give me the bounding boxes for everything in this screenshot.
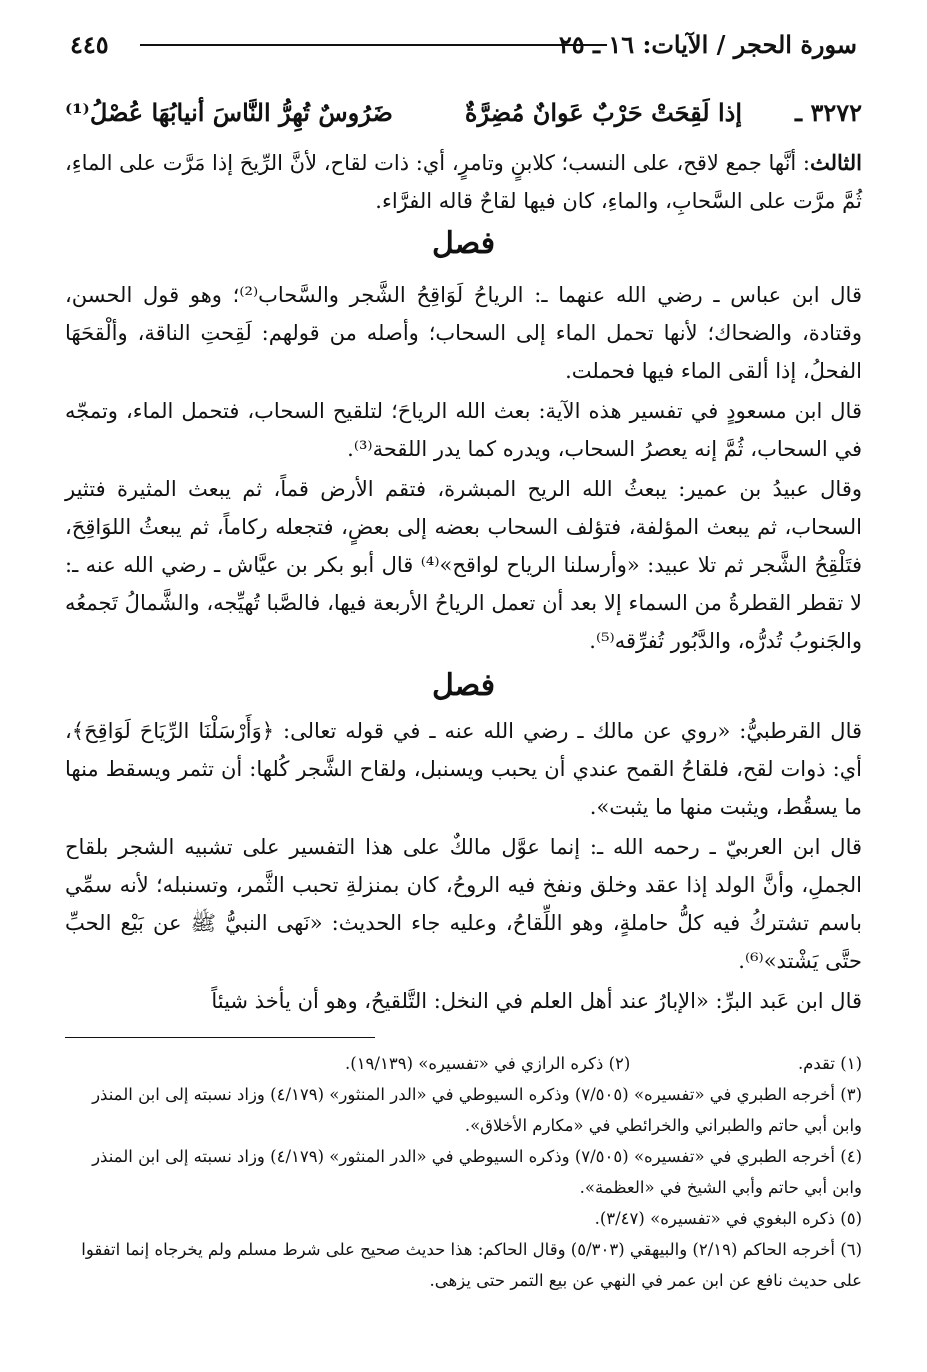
paragraph-text: : أنَّها جمع لاقح، على النسب؛ كلابنٍ وتامرٍ، أي: ذات لقاح، لأنَّ الرِّيحَ إذا مَرَّت على الماءِ، ثُمَّ مرَّت على السَّحابِ، والماءِ، كان فيها لقاحٌ قاله الفرَّاء. bbox=[65, 151, 862, 213]
footnote-row bbox=[65, 1048, 862, 1079]
footnote-2: (٢) ذكره الرازي في «تفسيره» (١٩/١٣٩). bbox=[345, 1054, 631, 1073]
paragraph-ibn-al-arabi: قال ابن العربيّ ـ رحمه الله ـ: إنما عوَّل مالكٌ على هذا التفسير على تشبيه الشجر بلقاح الجملِ، وأنَّ الولد إذا عقد وخلق ونفخ فيه الروحُ، كان بمنزلةِ تحبب الثَّمر، وتسنبله؛ لأنه سمِّي باسم تشتركُ فيه كلُّ حاملةٍ، وهو اللِّقاحُ، وعليه جاء الحديث: «نَهى النبيُّ ﷺ عن بَيْع الحبِّ حتَّى يَشْتد»⁽⁶⁾. bbox=[65, 835, 862, 973]
header-rule bbox=[140, 44, 607, 46]
paragraph-third-opinion bbox=[65, 144, 862, 220]
footnote-separator bbox=[65, 1037, 375, 1038]
poetry-verse bbox=[65, 96, 862, 136]
paragraph-ibn-abd-al-barr: قال ابن عَبد البرِّ: «الإبارُ عند أهل العلم في النخل: التَّلقيحُ، وهو أن يأخذ شيئاً bbox=[211, 989, 862, 1013]
section-heading: فصل bbox=[431, 668, 496, 703]
verse-hemistich-second: ضَرُوسٌ تُهِرُّ النَّاسَ أنيابُهَا عُصْلُ⁽¹⁾ bbox=[65, 98, 393, 127]
running-header bbox=[70, 30, 857, 62]
footnote-1: (١) تقدم. bbox=[797, 1054, 862, 1073]
footnote-3: (٣) أخرجه الطبري في «تفسيره» (٧/٥٠٥) وذكره السيوطي في «الدر المنثور» (٤/١٧٩) وزاد نسبته إلى ابن المنذر وابن أبي حاتم والطبراني والخرائطي في «مكارم الأخلاق». bbox=[92, 1085, 862, 1135]
paragraph-qurtubi: قال القرطبيُّ: «روي عن مالك ـ رضي الله عنه ـ في قوله تعالى: ﴿وَأَرْسَلْنَا الرِّيَاحَ لَوَاقِحَ﴾، أي: ذوات لقح، فلقاحُ القمح عندي أن يحبب ويسنبل، ولقاح الشَّجر كُلها: أن تثمر ويسقط منها ما يسقُط، ويثبت منها ما يثبت». bbox=[65, 719, 862, 819]
verse-number: ٣٢٧٢ ـ bbox=[795, 98, 862, 127]
header-title: سورة الحجر / الآيات: ١٦ ـ ٢٥ bbox=[558, 30, 857, 59]
paragraph-ibn-abbas: قال ابن عباس ـ رضي الله عنهما ـ: الرياحُ لَوَاقِحُ الشَّجر والسَّحاب⁽²⁾؛ وهو قول الحسن، وقتادة، والضحاك؛ لأنها تحمل الماء إلى السحاب؛ وأصله من قولهم: لَقِحتِ الناقة، وألْقحَهَا الفحلُ، إذا ألقى الماء فيها فحملت. bbox=[65, 283, 862, 383]
paragraph-ubaid-bin-umair: وقال عبيدُ بن عمير: يبعثُ الله الريح المبشرة، فتقم الأرض قماً، ثم يبعث المثيرة فتثير السحاب، ثم يبعث المؤلفة، فتؤلف السحاب بعضه إلى بعضٍ، فتجعله ركاماً، ثم يبعثُ اللوَاقِحَ، فتَلْقِحُ الشَّجر ثم تلا عبيد: «وأرسلنا الرياح لواقح»⁽⁴⁾ قال أبو بكر بن عيَّاش ـ رضي الله عنه ـ: لا تقطر القطرةُ من السماء إلا بعد أن تعمل الرياحُ الأربعة فيها، فالصَّبا تُهيِّجه، والشَّمالُ تَجمعُه والجَنوبُ تُدرُّه، والدَّبُور تُفرِّقه⁽⁵⁾. bbox=[65, 477, 862, 653]
footnote-4: (٤) أخرجه الطبري في «تفسيره» (٧/٥٠٥) وذكره السيوطي في «الدر المنثور» (٤/١٧٩) وزاد نسبته إلى ابن المنذر وابن أبي حاتم وأبي الشيخ في «العظمة». bbox=[92, 1147, 862, 1197]
footnotes bbox=[65, 1048, 862, 1296]
footnote-5: (٥) ذكره البغوي في «تفسيره» (٣/٤٧). bbox=[594, 1209, 862, 1228]
footnote-6: (٦) أخرجه الحاكم (٢/١٩) والبيهقي (٥/٣٠٣) وقال الحاكم: هذا حديث صحيح على شرط مسلم ولم يخرجاه إنما اتفقوا على حديث نافع عن ابن عمر في النهي عن بيع التمر حتى يزهى. bbox=[81, 1240, 862, 1290]
paragraph-ibn-masud: قال ابن مسعودٍ في تفسير هذه الآية: بعث الله الرياحَ؛ لتلقيح السحاب، فتحمل الماء، وتمجّه في السحاب، ثُمَّ إنه يعصرُ السحاب، ويدره كما يدر اللقحة⁽³⁾. bbox=[65, 399, 862, 461]
section-heading: فصل bbox=[431, 226, 496, 261]
page-number: ٤٤٥ bbox=[70, 30, 109, 59]
verse-hemistich-first: إذا لَقِحَتْ حَرْبٌ عَوانٌ مُضِرَّةٌ bbox=[464, 98, 742, 127]
paragraph-lead: الثالث bbox=[810, 150, 862, 175]
